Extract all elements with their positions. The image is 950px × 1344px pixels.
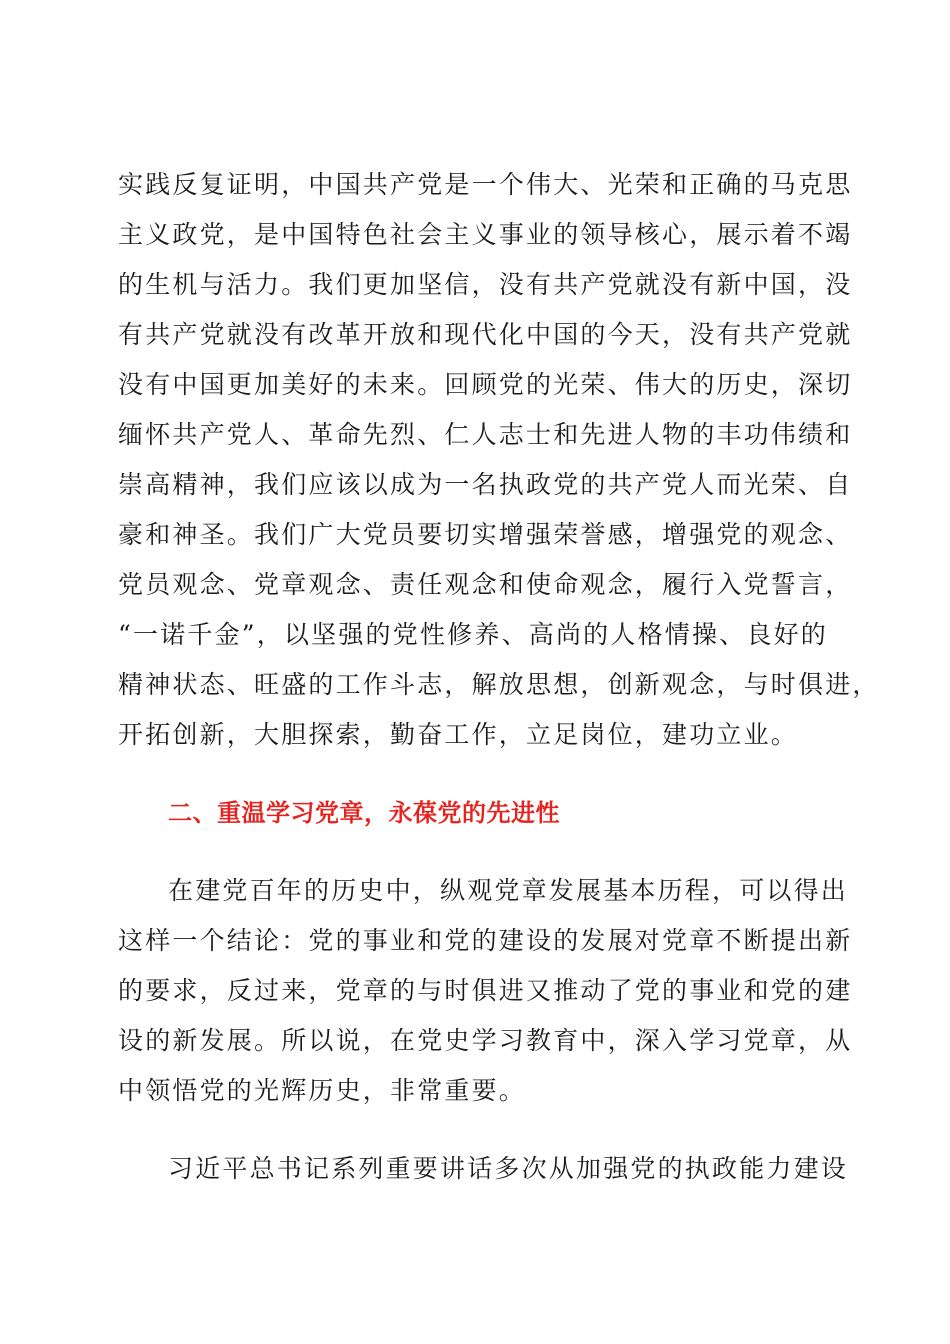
paragraph-line: 中领悟党的光辉历史，非常重要。 xyxy=(118,1076,527,1105)
paragraph-line: 主义政党，是中国特色社会主义事业的领导核心，展示着不竭 xyxy=(118,220,853,249)
paragraph-line: 党员观念、党章观念、责任观念和使命观念，履行入党誓言， xyxy=(118,570,853,599)
paragraph-line: 崇高精神，我们应该以成为一名执政党的共产党人而光荣、自 xyxy=(118,470,853,499)
paragraph-line: 习近平总书记系列重要讲话多次从加强党的执政能力建设 xyxy=(168,1154,849,1183)
paragraph-line: 精神状态、旺盛的工作斗志，解放思想，创新观念，与时俱进， xyxy=(118,670,880,699)
paragraph-line: 的要求，反过来，党章的与时俱进又推动了党的事业和党的建 xyxy=(118,976,853,1005)
paragraph-line: 有共产党就没有改革开放和现代化中国的今天，没有共产党就 xyxy=(118,320,853,349)
paragraph-line: 在建党百年的历史中，纵观党章发展基本历程，可以得出 xyxy=(168,876,849,905)
paragraph-line: 设的新发展。所以说，在党史学习教育中，深入学习党章，从 xyxy=(118,1026,853,1055)
document-body xyxy=(118,160,880,1194)
paragraph-line: 缅怀共产党人、革命先烈、仁人志士和先进人物的丰功伟绩和 xyxy=(118,420,853,449)
paragraph-line: 开拓创新，大胆探索，勤奋工作，立足岗位，建功立业。 xyxy=(118,720,799,749)
paragraph-line: 的生机与活力。我们更加坚信，没有共产党就没有新中国，没 xyxy=(118,270,853,299)
paragraph-3 xyxy=(118,1144,849,1194)
paragraph-line: “一诺千金”，以坚强的党性修养、高尚的人格情操、良好的 xyxy=(118,620,828,649)
paragraph-line: 实践反复证明，中国共产党是一个伟大、光荣和正确的马克思 xyxy=(118,170,853,199)
paragraph-line: 这样一个结论：党的事业和党的建设的发展对党章不断提出新 xyxy=(118,926,853,955)
paragraph-2 xyxy=(118,866,853,1116)
section-heading: 二、重温学习党章，永葆党的先进性 xyxy=(168,799,560,827)
paragraph-line: 豪和神圣。我们广大党员要切实增强荣誉感，增强党的观念、 xyxy=(118,520,853,549)
paragraph-line: 没有中国更加美好的未来。回顾党的光荣、伟大的历史，深切 xyxy=(118,370,853,399)
paragraph-1 xyxy=(118,160,880,760)
